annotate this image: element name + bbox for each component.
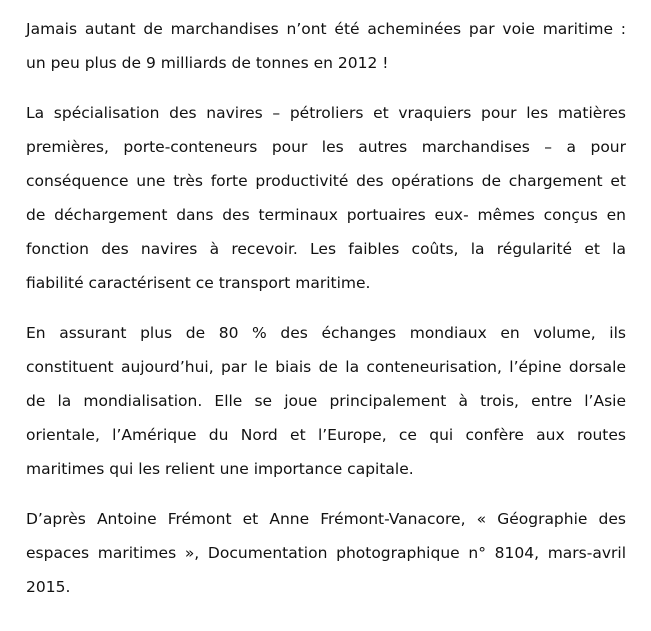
paragraph-mondialisation xyxy=(26,316,626,486)
text-line: premières, porte-conteneurs pour les autres marchandises – a pour xyxy=(26,138,626,156)
text-line: orientale, l’Amérique du Nord et l’Europe, ce qui confère aux routes xyxy=(26,426,626,444)
text-line: Jamais autant de marchandises n’ont été acheminées par voie maritime : xyxy=(26,20,626,38)
text-line: maritimes qui les relient une importance capitale. xyxy=(26,460,414,478)
paragraph-intro xyxy=(26,12,626,80)
text-line: de la mondialisation. Elle se joue principalement à trois, entre l’Asie xyxy=(26,392,626,410)
text-line: un peu plus de 9 milliards de tonnes en 2012 ! xyxy=(26,54,389,72)
paragraph-source xyxy=(26,502,626,604)
paragraph-specialisation xyxy=(26,96,626,300)
document-body xyxy=(26,12,626,620)
text-line: fonction des navires à recevoir. Les faibles coûts, la régularité et la xyxy=(26,240,626,258)
text-line: fiabilité caractérisent ce transport maritime. xyxy=(26,274,371,292)
text-line: espaces maritimes », Documentation photographique n° 8104, mars-avril xyxy=(26,544,626,562)
text-line: D’après Antoine Frémont et Anne Frémont-Vanacore, « Géographie des xyxy=(26,510,626,528)
text-line: En assurant plus de 80 % des échanges mondiaux en volume, ils xyxy=(26,324,626,342)
text-line: de déchargement dans des terminaux portuaires eux- mêmes conçus en xyxy=(26,206,626,224)
text-line: 2015. xyxy=(26,578,71,596)
text-line: conséquence une très forte productivité des opérations de chargement et xyxy=(26,172,626,190)
text-line: La spécialisation des navires – pétroliers et vraquiers pour les matières xyxy=(26,104,626,122)
text-line: constituent aujourd’hui, par le biais de la conteneurisation, l’épine dorsale xyxy=(26,358,626,376)
